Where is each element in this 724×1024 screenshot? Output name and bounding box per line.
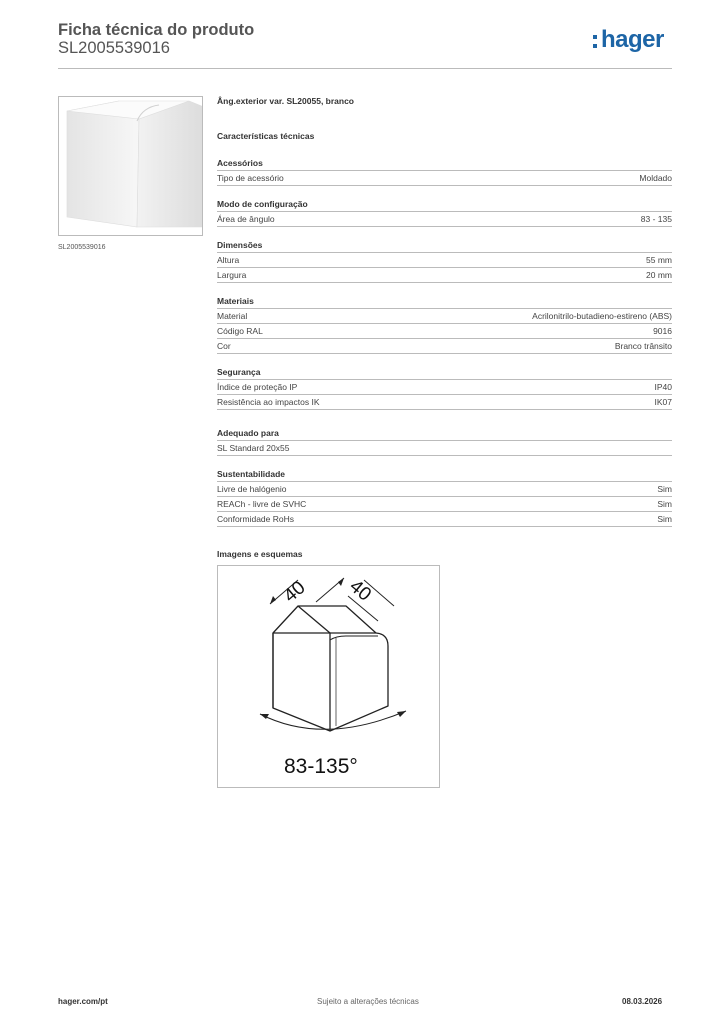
spec-row <box>217 324 672 339</box>
spec-label: Cor <box>217 341 231 351</box>
spec-row <box>217 339 672 354</box>
spec-label: Altura <box>217 255 240 265</box>
section-seguranca <box>217 366 672 410</box>
images-heading: Imagens e esquemas <box>217 549 303 559</box>
section-title: Adequado para <box>217 427 672 441</box>
technical-drawing <box>217 565 440 788</box>
dim-right-label: 40 <box>345 575 375 606</box>
spec-label: Tipo de acessório <box>217 173 284 183</box>
spec-value: 20 mm <box>646 270 672 280</box>
spec-value: Branco trânsito <box>614 341 672 351</box>
spec-value: Acrilonitrilo-butadieno-estireno (ABS) <box>532 311 672 321</box>
footer-date: 08.03.2026 <box>622 997 663 1006</box>
spec-label: SL Standard 20x55 <box>217 443 290 453</box>
spec-label: Código RAL <box>217 326 263 336</box>
spec-label: Índice de proteção IP <box>217 382 298 392</box>
spec-value: Moldado <box>639 173 672 183</box>
section-dimensoes <box>217 239 672 283</box>
section-title: Materiais <box>217 295 672 309</box>
page-title: Ficha técnica do produto <box>58 21 255 39</box>
spec-row <box>217 171 672 186</box>
spec-row <box>217 482 672 497</box>
spec-row <box>217 441 672 456</box>
section-title: Segurança <box>217 366 672 380</box>
product-photo-icon <box>59 97 203 236</box>
spec-value: Sim <box>657 484 672 494</box>
spec-content <box>217 96 672 788</box>
spec-label: Largura <box>217 270 247 280</box>
logo-dot-icon <box>593 44 597 48</box>
dim-left-label: 40 <box>279 577 310 607</box>
product-name: Âng.exterior var. SL20055, branco <box>217 96 355 106</box>
spec-row <box>217 309 672 324</box>
section-title: Dimensões <box>217 239 672 253</box>
spec-value: 83 - 135 <box>640 214 672 224</box>
spec-row <box>217 512 672 527</box>
product-photo <box>58 96 203 236</box>
angle-label: 83-135° <box>284 755 358 778</box>
section-configuracao <box>217 198 672 227</box>
spec-row <box>217 253 672 268</box>
section-title: Sustentabilidade <box>217 468 672 482</box>
spec-row <box>217 268 672 283</box>
logo-text: hager <box>601 26 664 53</box>
product-code: SL2005539016 <box>58 39 170 57</box>
footer-notice: Sujeito a alterações técnicas <box>317 997 419 1006</box>
section-materiais <box>217 295 672 354</box>
spec-value: IK07 <box>654 397 672 407</box>
spec-row <box>217 395 672 410</box>
spec-value: 9016 <box>653 326 672 336</box>
footer-site: hager.com/pt <box>58 997 108 1006</box>
thumbnail-caption: SL2005539016 <box>58 244 106 251</box>
spec-row <box>217 380 672 395</box>
header-divider <box>58 68 672 69</box>
spec-label: REACh - livre de SVHC <box>217 499 307 509</box>
spec-label: Livre de halógenio <box>217 484 287 494</box>
spec-label: Conformidade RoHs <box>217 514 295 524</box>
technical-drawing-icon <box>218 566 439 787</box>
section-adequado <box>217 427 672 456</box>
characteristics-heading: Características técnicas <box>217 131 315 141</box>
section-acessorios <box>217 157 672 186</box>
spec-value: Sim <box>657 499 672 509</box>
spec-label: Resistência ao impactos IK <box>217 397 320 407</box>
spec-value: 55 mm <box>646 255 672 265</box>
spec-row <box>217 212 672 227</box>
hager-logo <box>592 28 676 58</box>
spec-value: IP40 <box>654 382 672 392</box>
section-title: Acessórios <box>217 157 672 171</box>
spec-row <box>217 497 672 512</box>
section-sustentabilidade <box>217 468 672 527</box>
spec-label: Material <box>217 311 248 321</box>
section-title: Modo de configuração <box>217 198 672 212</box>
spec-label: Área de ângulo <box>217 214 275 224</box>
logo-dot-icon <box>593 35 597 39</box>
spec-value: Sim <box>657 514 672 524</box>
